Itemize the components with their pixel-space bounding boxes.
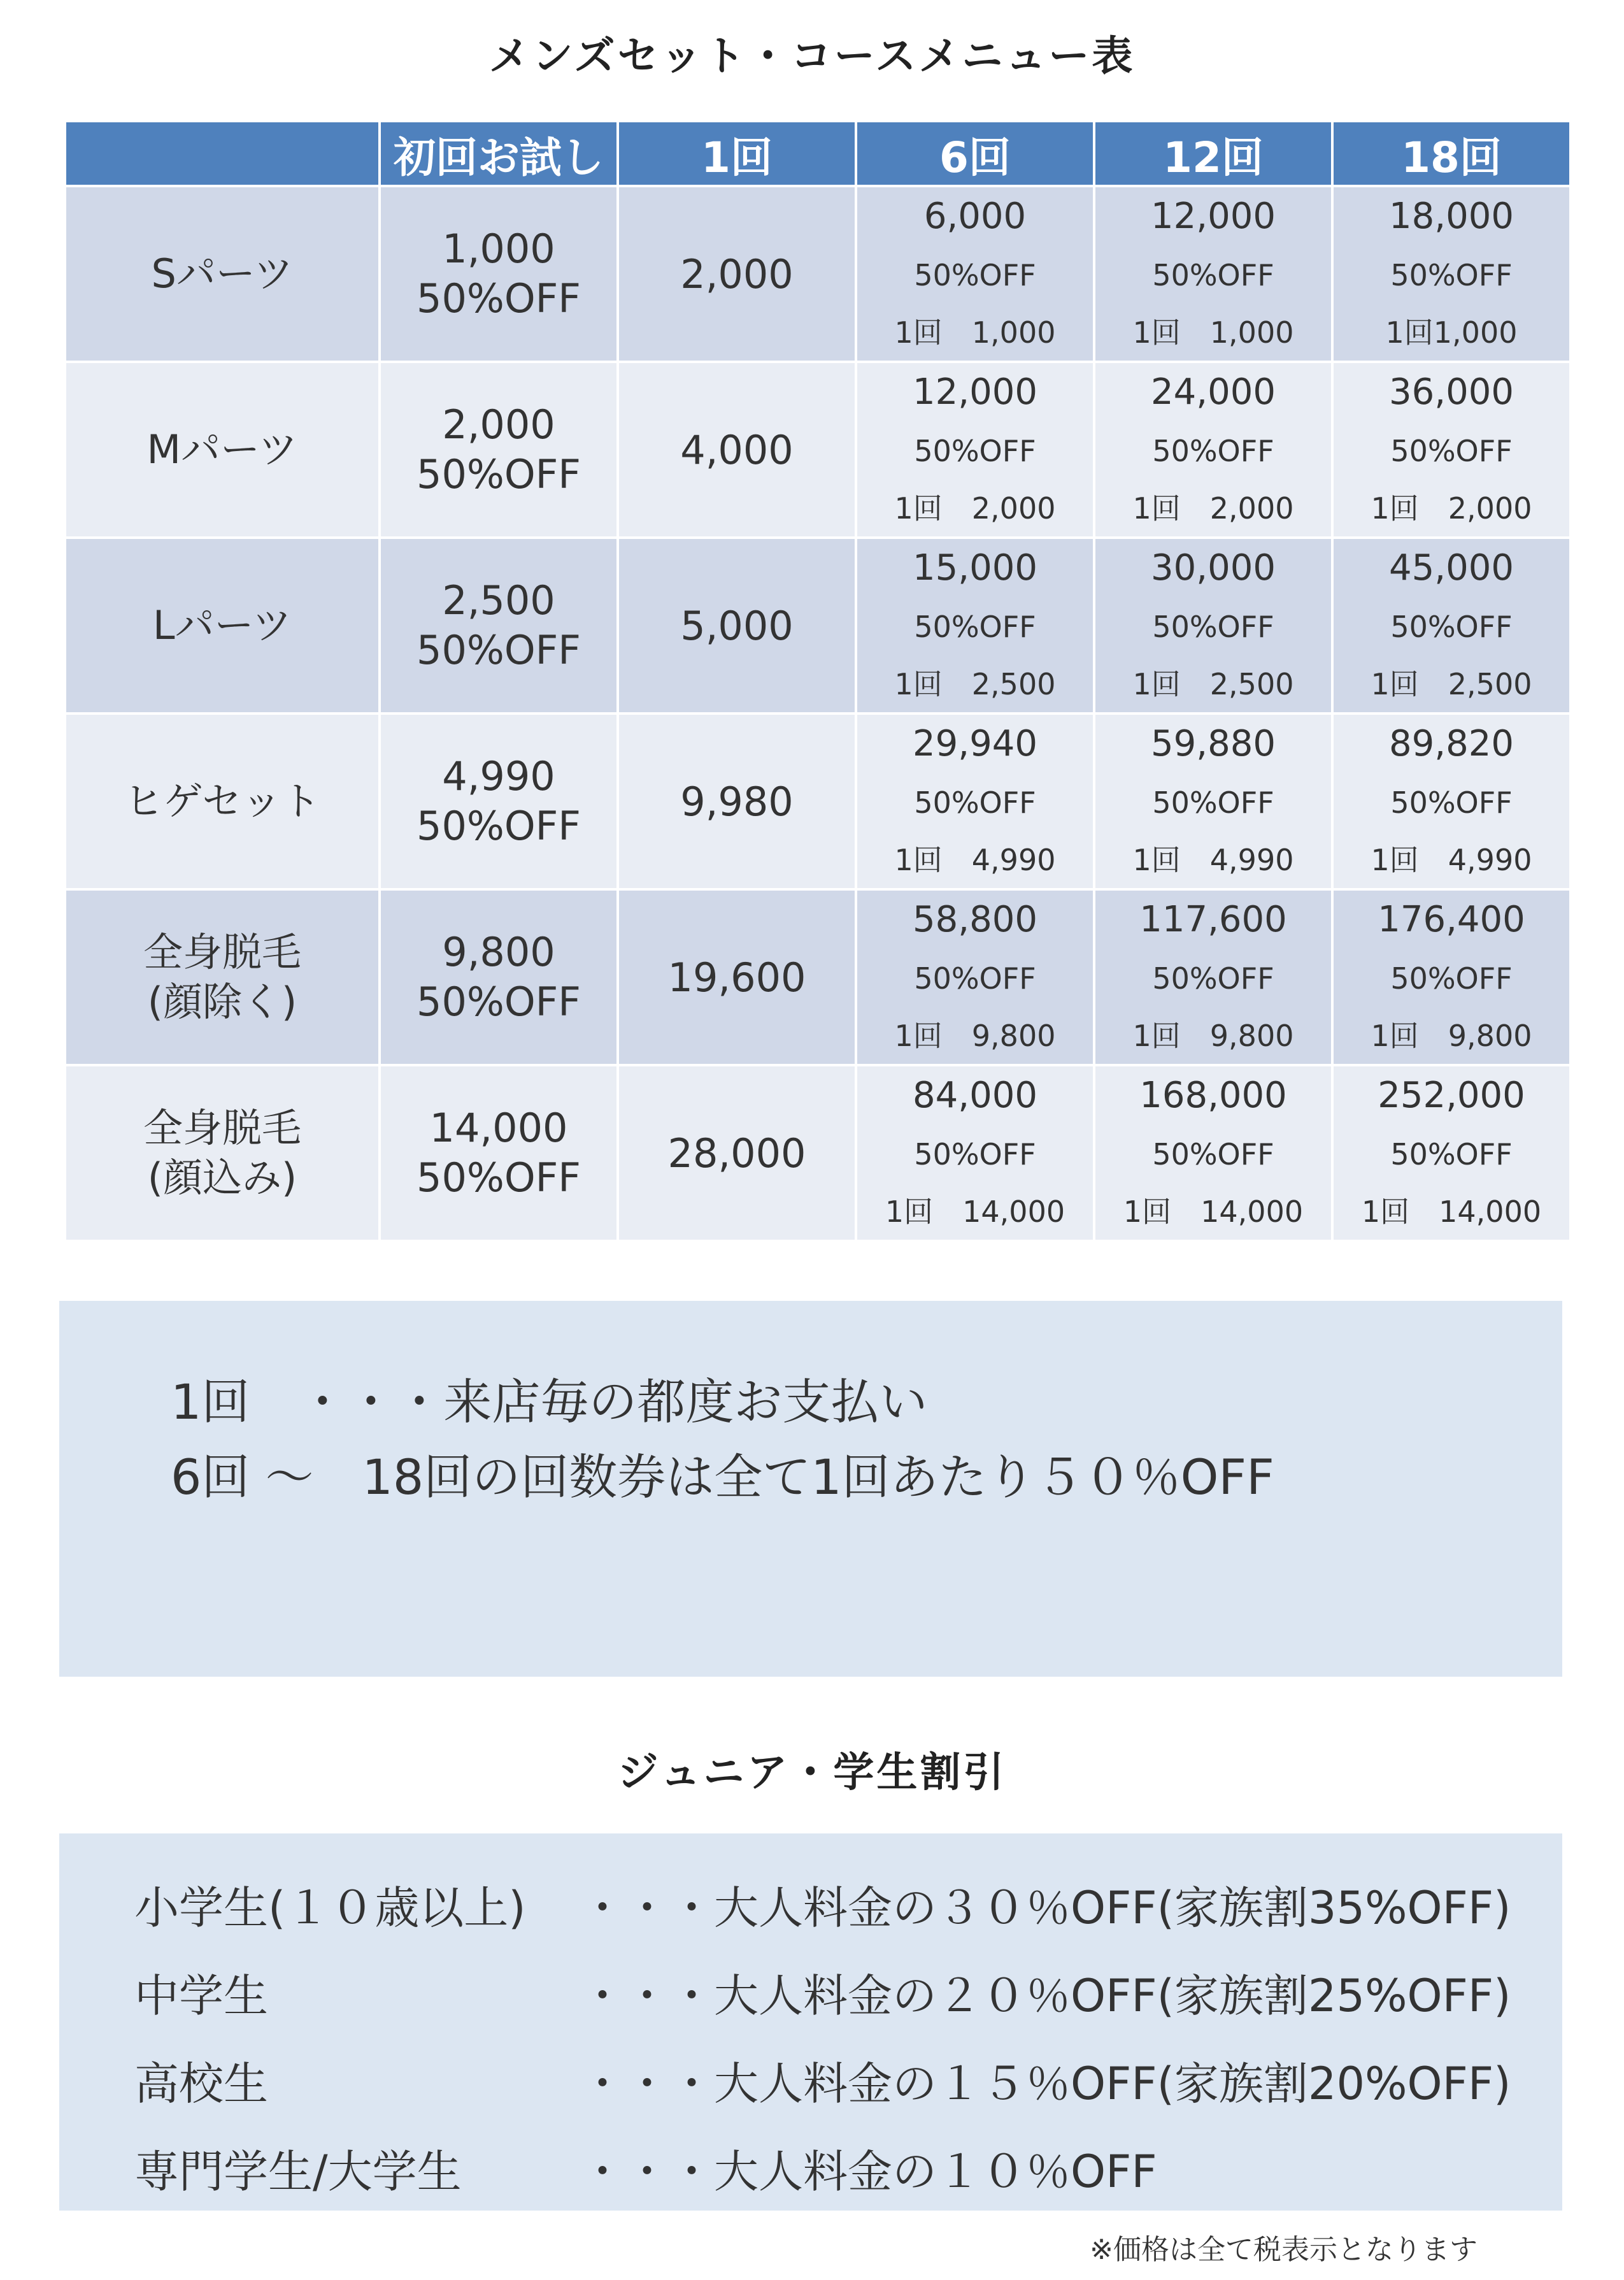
single-price: 19,600 [619, 891, 855, 1064]
menu-name-line: Mパーツ [146, 426, 298, 473]
table-row [66, 715, 1569, 888]
junior-section-title: ジュニア・学生割引 [617, 1749, 1007, 1796]
pack-total: 252,000 [1378, 1075, 1525, 1116]
pack-per-visit: 1回 9,800 [1132, 1019, 1294, 1053]
pack-total: 30,000 [1151, 547, 1276, 589]
trial-discount: 50%OFF [417, 451, 581, 498]
trial-discount: 50%OFF [417, 979, 581, 1025]
pack-6 [857, 891, 1093, 1064]
trial-price [381, 363, 616, 536]
menu-name-line: 全身脱毛 [143, 929, 301, 975]
trial-discount: 50%OFF [417, 1154, 581, 1201]
pack-total: 176,400 [1378, 899, 1525, 940]
menu-name [66, 363, 378, 536]
table-header-row [66, 122, 1569, 185]
pack-per-visit: 1回 9,800 [1371, 1019, 1532, 1053]
single-price: 2,000 [619, 187, 855, 361]
menu-name-line: Lパーツ [152, 602, 292, 649]
pack-total: 15,000 [913, 547, 1037, 589]
pack-per-visit: 1回 1,000 [1132, 315, 1294, 350]
pack-discount: 50%OFF [914, 1137, 1036, 1172]
pack-6 [857, 363, 1093, 536]
tax-footnote: ※価格は全て税表示となります [1090, 2233, 1478, 2266]
trial-amount: 2,000 [442, 401, 555, 448]
pack-12 [1095, 539, 1331, 712]
pack-12 [1095, 363, 1331, 536]
pack-per-visit: 1回 4,990 [1371, 843, 1532, 877]
pack-per-visit: 1回 2,500 [894, 667, 1056, 701]
header-trial: 初回お試し [381, 122, 616, 185]
pack-discount: 50%OFF [1390, 434, 1513, 468]
pack-total: 6,000 [923, 196, 1027, 237]
table-row [66, 539, 1569, 712]
pack-discount: 50%OFF [1152, 434, 1274, 468]
pack-per-visit: 1回 2,000 [1132, 491, 1294, 526]
menu-name-line: (顔込み) [147, 1154, 297, 1201]
pack-discount: 50%OFF [1390, 785, 1513, 820]
student-category: 小学生(１０歳以上) [134, 1882, 526, 1934]
pack-discount: 50%OFF [914, 258, 1036, 292]
pack-18 [1334, 539, 1569, 712]
pack-per-visit: 1回 1,000 [894, 315, 1056, 350]
pack-per-visit: 1回 14,000 [1361, 1194, 1542, 1229]
trial-price [381, 1066, 616, 1240]
pack-total: 36,000 [1389, 371, 1514, 413]
list-item [134, 2128, 1562, 2216]
trial-amount: 9,800 [442, 929, 555, 975]
pack-discount: 50%OFF [1390, 961, 1513, 996]
pack-total: 59,880 [1151, 723, 1276, 764]
table-row [66, 891, 1569, 1064]
pack-total: 58,800 [913, 899, 1037, 940]
header-single: 1回 [619, 122, 855, 185]
trial-amount: 1,000 [442, 226, 555, 272]
pack-discount: 50%OFF [1152, 610, 1274, 644]
pack-6 [857, 715, 1093, 888]
list-item [134, 2040, 1562, 2128]
note-line: 6回 ～ 18回の回数券は全て1回あたり５０％OFF [171, 1449, 1274, 1505]
pack-18 [1334, 1066, 1569, 1240]
pack-total: 117,600 [1139, 899, 1287, 940]
pack-total: 12,000 [1151, 196, 1276, 237]
pack-total: 168,000 [1139, 1075, 1287, 1116]
pack-per-visit: 1回1,000 [1385, 315, 1518, 350]
junior-discount-box [59, 1833, 1562, 2211]
pack-per-visit: 1回 14,000 [885, 1194, 1065, 1229]
trial-price [381, 891, 616, 1064]
pack-discount: 50%OFF [914, 785, 1036, 820]
pack-12 [1095, 1066, 1331, 1240]
header-12-times: 12回 [1095, 122, 1331, 185]
note-line: 1回 ・・・来店毎の都度お支払い [171, 1373, 928, 1430]
pack-discount: 50%OFF [1152, 785, 1274, 820]
pack-per-visit: 1回 2,500 [1371, 667, 1532, 701]
header-6-times: 6回 [857, 122, 1093, 185]
pack-discount: 50%OFF [1152, 258, 1274, 292]
menu-name [66, 1066, 378, 1240]
pack-per-visit: 1回 4,990 [1132, 843, 1294, 877]
table-row [66, 187, 1569, 361]
table-row [66, 1066, 1569, 1240]
pack-6 [857, 187, 1093, 361]
pack-discount: 50%OFF [1390, 610, 1513, 644]
pack-per-visit: 1回 2,000 [1371, 491, 1532, 526]
single-price: 28,000 [619, 1066, 855, 1240]
student-category: 高校生 [134, 2058, 268, 2110]
pack-total: 24,000 [1151, 371, 1276, 413]
pack-18 [1334, 715, 1569, 888]
trial-discount: 50%OFF [417, 275, 581, 322]
student-category: 専門学生/大学生 [134, 2146, 462, 2198]
menu-name-line: (顔除く) [147, 979, 297, 1025]
pack-6 [857, 1066, 1093, 1240]
pack-per-visit: 1回 2,000 [894, 491, 1056, 526]
pack-discount: 50%OFF [914, 610, 1036, 644]
trial-price [381, 715, 616, 888]
menu-name [66, 891, 378, 1064]
menu-name [66, 187, 378, 361]
trial-amount: 4,990 [442, 753, 555, 799]
menu-name [66, 715, 378, 888]
trial-price [381, 539, 616, 712]
menu-name [66, 539, 378, 712]
discount-text: ・・・大人料金の３０％OFF(家族割35%OFF) [580, 1882, 1511, 1934]
payment-note-box [59, 1301, 1562, 1677]
single-price: 4,000 [619, 363, 855, 536]
student-category: 中学生 [134, 1970, 268, 2022]
pack-total: 18,000 [1389, 196, 1514, 237]
pack-total: 12,000 [913, 371, 1037, 413]
discount-text: ・・・大人料金の１０％OFF [580, 2146, 1157, 2198]
menu-name-line: Sパーツ [151, 250, 294, 297]
pack-total: 45,000 [1389, 547, 1514, 589]
pack-discount: 50%OFF [914, 434, 1036, 468]
pack-18 [1334, 891, 1569, 1064]
trial-amount: 14,000 [429, 1105, 568, 1151]
pack-total: 84,000 [913, 1075, 1037, 1116]
pack-per-visit: 1回 2,500 [1132, 667, 1294, 701]
menu-name-line: ヒゲセット [124, 778, 321, 824]
menu-name-line: 全身脱毛 [143, 1105, 301, 1151]
pack-12 [1095, 715, 1331, 888]
single-price: 9,980 [619, 715, 855, 888]
trial-discount: 50%OFF [417, 803, 581, 849]
pack-18 [1334, 363, 1569, 536]
list-item [134, 1864, 1562, 1952]
price-table [64, 120, 1572, 1242]
header-18-times: 18回 [1334, 122, 1569, 185]
pack-discount: 50%OFF [1390, 258, 1513, 292]
pack-12 [1095, 891, 1331, 1064]
pack-discount: 50%OFF [1152, 1137, 1274, 1172]
table-row [66, 363, 1569, 536]
pack-per-visit: 1回 4,990 [894, 843, 1056, 877]
pack-18 [1334, 187, 1569, 361]
pack-discount: 50%OFF [1152, 961, 1274, 996]
pack-total: 29,940 [913, 723, 1037, 764]
pack-discount: 50%OFF [914, 961, 1036, 996]
page-title: メンズセット・コースメニュー表 [488, 33, 1136, 80]
single-price: 5,000 [619, 539, 855, 712]
pack-6 [857, 539, 1093, 712]
pack-per-visit: 1回 9,800 [894, 1019, 1056, 1053]
header-menu [66, 122, 378, 185]
trial-price [381, 187, 616, 361]
discount-text: ・・・大人料金の１５％OFF(家族割20%OFF) [580, 2058, 1511, 2110]
pack-discount: 50%OFF [1390, 1137, 1513, 1172]
trial-amount: 2,500 [442, 577, 555, 624]
discount-text: ・・・大人料金の２０％OFF(家族割25%OFF) [580, 1970, 1511, 2022]
pack-total: 89,820 [1389, 723, 1514, 764]
trial-discount: 50%OFF [417, 627, 581, 673]
pack-per-visit: 1回 14,000 [1123, 1194, 1304, 1229]
list-item [134, 1952, 1562, 2040]
pack-12 [1095, 187, 1331, 361]
